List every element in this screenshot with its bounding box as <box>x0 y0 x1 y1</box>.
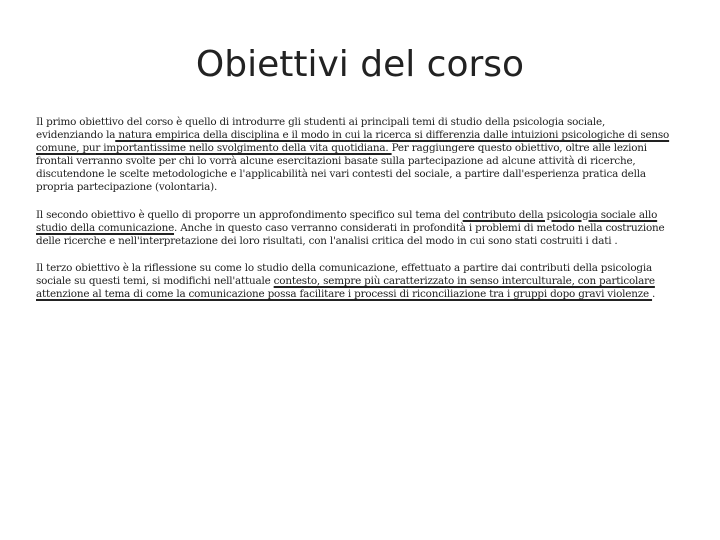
paragraph-text: . <box>652 288 656 301</box>
paragraph-third-objective <box>36 262 672 301</box>
paragraph-text: Il secondo obiettivo è quello di proporre un approfondimento specifico sul tema del <box>36 208 463 221</box>
paragraph-text: . Anche in questo caso verranno considerati in profondità i problemi di metodo nella costruzione delle ricerche e nell'interpretazione dei loro risultati, con l'analisi critica del modo in cui sono stati costruiti i dati . <box>36 221 665 247</box>
underlined-text: natura empirica della disciplina e il modo in cui la ricerca si differenzia dalle intuizioni psicologiche di senso comune, pur importantissime nello svolgimento della vita quotidiana. <box>36 129 670 155</box>
paragraph-text: Il terzo obiettivo è la riflessione su come lo studio della comunicazione, effettuato a partire dai contributi della psicologia sociale su questi temi, si modifichi nell'attuale <box>36 261 652 287</box>
paragraph-text: Il primo obiettivo del corso è quello di introdurre gli studenti ai principali temi di studio della psicologia sociale, evidenziando la <box>36 116 606 142</box>
paragraph-text: Per raggiungere questo obiettivo, oltre alle lezioni frontali verranno svolte per chi lo vorrà alcune esercitazioni basate sulla partecipazione ad alcune attività di ricerche, discutendone le scelte metodologiche e l'applicabilità nei vari contesti del sociale, a partire dall'esperienza pratica della propria partecipazione (volontaria). <box>36 142 647 194</box>
underlined-text: contributo della psicologia sociale allo studio della comunicazione <box>36 208 658 234</box>
paragraph-first-objective <box>36 116 672 195</box>
underlined-text: contesto, sempre più caratterizzato in senso interculturale, con particolare attenzione al tema di come la comunicazione possa facilitare i processi di riconciliazione tra i gruppi dopo gravi violenze <box>36 274 655 301</box>
slide-body <box>36 116 672 315</box>
paragraph-second-objective <box>36 209 672 248</box>
slide-title: Obiettivi del corso <box>195 44 525 85</box>
